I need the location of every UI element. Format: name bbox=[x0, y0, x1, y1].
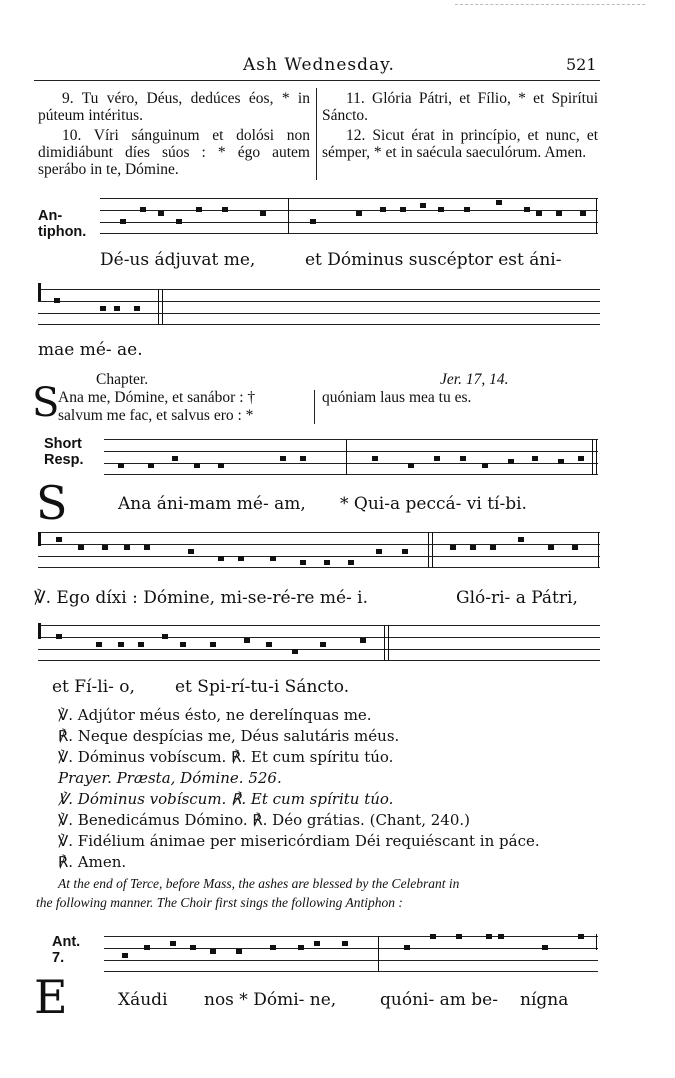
staff-short-resp-2 bbox=[38, 530, 600, 570]
antiphon-7-label-line2: 7. bbox=[52, 950, 65, 966]
psalm-verse-10: 10. Víri sánguinum et dolósi non dimidiábunt díes súos : * égo autem sperábo in te, Dómine. bbox=[38, 127, 310, 178]
versicle-8: ℟. Amen. bbox=[58, 853, 127, 871]
chapter-label: Chapter. bbox=[96, 371, 149, 388]
chapter-left-line-2: salvum me fac, et salvus ero : * bbox=[58, 407, 254, 424]
versicle-5: ℣. Dóminus vobíscum. ℟. Et cum spíritu túo. bbox=[58, 790, 394, 808]
short-resp-lyric-6: et Spi-rí-tu-i Sáncto. bbox=[175, 677, 350, 697]
antiphon-7-lyric-2: nos * Dómi- ne, bbox=[204, 990, 337, 1010]
staff-short-resp-3 bbox=[38, 623, 600, 663]
short-resp-label-line1: Short bbox=[44, 436, 82, 452]
scan-edge-mark bbox=[455, 4, 645, 5]
page-number: 521 bbox=[566, 55, 597, 74]
staff-antiphon-2 bbox=[38, 287, 600, 327]
chapter-divider bbox=[314, 390, 315, 424]
prayer-line: Prayer. Præsta, Dómine. 526. bbox=[58, 769, 282, 787]
antiphon-7-lyric-1: Xáudi bbox=[118, 990, 168, 1010]
versicle-1: ℣. Adjútor méus ésto, ne derelínquas me. bbox=[58, 706, 372, 724]
short-resp-lyric-4: Gló-ri- a Pátri, bbox=[456, 588, 578, 608]
versicle-3: ℣. Dóminus vobíscum. ℟. Et cum spíritu túo. bbox=[58, 748, 394, 766]
antiphon-7-label-line1: Ant. bbox=[52, 934, 81, 950]
short-resp-drop-cap: S bbox=[36, 476, 68, 530]
staff-short-resp-1 bbox=[104, 437, 598, 477]
antiphon-label-line2: tiphon. bbox=[38, 224, 87, 240]
antiphon-7-label bbox=[52, 934, 80, 966]
short-resp-label-line2: Resp. bbox=[44, 452, 84, 468]
psalm-verse-11: 11. Glória Pátri, et Fílio, * et Spirítui Sáncto. bbox=[322, 90, 598, 124]
antiphon-label-line1: An- bbox=[38, 208, 63, 224]
short-resp-lyric-1: Ana áni-mam mé- am, bbox=[118, 494, 306, 514]
antiphon-lyric-3: mae mé- ae. bbox=[38, 340, 143, 360]
chapter-reference: Jer. 17, 14. bbox=[440, 371, 509, 388]
versicle-7: ℣. Fidélium ánimae per misericórdiam Déi requiéscant in páce. bbox=[58, 832, 540, 850]
staff-antiphon-1 bbox=[100, 196, 598, 236]
rubric-line-1: At the end of Terce, before Mass, the ashes are blessed by the Celebrant in bbox=[58, 876, 460, 891]
antiphon-label bbox=[38, 208, 86, 240]
staff-antiphon-7 bbox=[104, 934, 598, 974]
chapter-drop-cap: S bbox=[32, 380, 60, 426]
page-title: Ash Wednesday. bbox=[243, 55, 395, 75]
header-rule bbox=[34, 80, 600, 81]
short-resp-lyric-3: ℣. Ego díxi : Dómine, mi-se-ré-re mé- i. bbox=[34, 588, 369, 608]
short-resp-label bbox=[44, 436, 84, 468]
antiphon-7-lyric-4: nígna bbox=[520, 990, 569, 1010]
psalm-left-column bbox=[38, 90, 310, 181]
short-resp-lyric-5: et Fí-li- o, bbox=[52, 677, 135, 697]
rubric-line-2: the following manner. The Choir first sings the following Antiphon : bbox=[36, 895, 403, 910]
psalm-right-column bbox=[322, 90, 598, 164]
chapter-left-line-1: Ana me, Dómine, et sanábor : † bbox=[58, 389, 256, 406]
short-resp-lyric-2: * Qui-a peccá- vi tí-bi. bbox=[340, 494, 527, 514]
psalm-verse-12: 12. Sicut érat in princípio, et nunc, et sémper, * et in saécula saeculórum. Amen. bbox=[322, 127, 598, 161]
antiphon-7-lyric-3: quóni- am be- bbox=[380, 990, 498, 1010]
psalm-verse-9: 9. Tu véro, Déus, dedúces éos, * in púteum intéritus. bbox=[38, 90, 310, 124]
versicle-2: ℟. Neque despícias me, Déus salutáris méus. bbox=[58, 727, 400, 745]
versicle-6: ℣. Benedicámus Dómino. ℟. Déo grátias. (Chant, 240.) bbox=[58, 811, 470, 829]
column-divider bbox=[316, 88, 317, 180]
antiphon-lyric-1: Dé-us ádjuvat me, bbox=[100, 250, 256, 270]
antiphon-7-drop-cap: E bbox=[34, 970, 68, 1024]
antiphon-lyric-2: et Dóminus suscéptor est áni- bbox=[305, 250, 562, 270]
chapter-right-line-1: quóniam laus mea tu es. bbox=[322, 389, 472, 406]
